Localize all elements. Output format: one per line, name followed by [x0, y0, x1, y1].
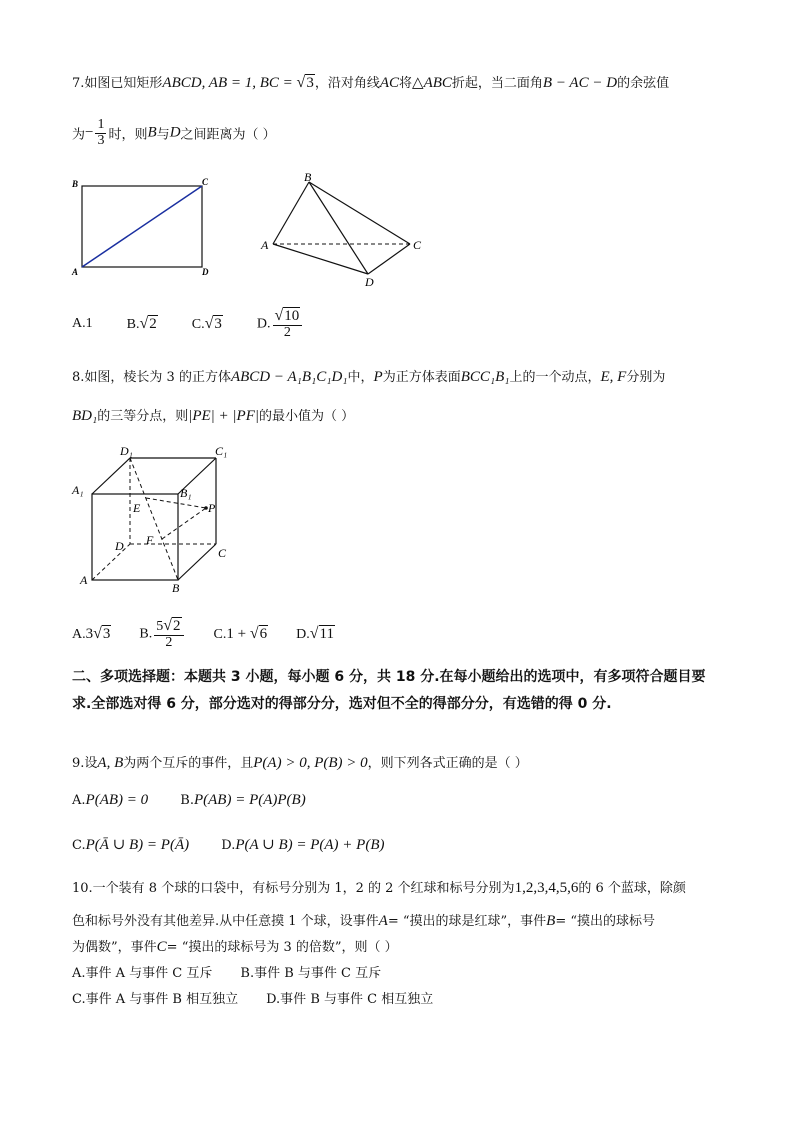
edge-a-d-hidden [92, 544, 130, 580]
fraction-one-third: $\frac{1}{3}$ [97, 117, 105, 148]
q9-stem: 9.设A, B为两个互斥的事件，且P(A) > 0, P(B) > 0，则下列各式正确的是（ ） [72, 755, 528, 771]
q8-line2: BD₁的三等分点，则|PE| + |PF|的最小值为（ ） [72, 408, 355, 424]
label-a1: A₁ [72, 483, 84, 497]
label-b: B [304, 170, 312, 184]
edge-ad [273, 244, 368, 274]
edge-bd [309, 182, 368, 274]
edge-bc [309, 182, 410, 244]
q9-options-row1 [72, 792, 306, 809]
label-p: P [208, 501, 216, 515]
q9-option-d: D.P(A ∪ B) = P(A) + P(B) [221, 837, 385, 853]
q10-line1: 10.一个装有 8 个球的口袋中，有标号分别为 1，2 的 2 个红球和标号分别为1,2,3,4,5,6的 6 个蓝球，除颜 [72, 880, 686, 896]
diagonal-bd1 [130, 458, 178, 580]
segment-ep [146, 498, 206, 508]
q10-line2: 色和标号外没有其他差异.从中任意摸 1 个球，设事件A= “摸出的球是红球”，事件B= “摸出的球标号 [72, 913, 656, 929]
edge-b-c [178, 544, 216, 580]
q7-option-b: B.√2 [126, 315, 157, 332]
label-f: F [146, 533, 154, 547]
label-b: B [72, 179, 79, 189]
q10-line3: 为偶数”，事件C= “摸出的球标号为 3 的倍数”，则（ ） [72, 939, 398, 955]
q10-option-c: C.事件 A 与事件 B 相互独立 [72, 992, 239, 1007]
q10-option-a: A.事件 A 与事件 C 互斥 [72, 966, 213, 981]
label-c: C [202, 177, 209, 187]
q8-option-c: C.1 + √6 [213, 625, 268, 642]
edge-cd [368, 244, 410, 274]
q8-option-a: A.3√3 [72, 625, 111, 642]
q9-options-row2 [72, 835, 385, 854]
q10-options-row2 [72, 988, 433, 1007]
label-c: C [413, 238, 422, 252]
label-a: A [261, 238, 269, 252]
q8-cube-figure [68, 444, 243, 594]
q7-option-c: C.√3 [191, 315, 222, 332]
label-a: A [72, 267, 79, 277]
section2-heading: 二、多项选择题：本题共 3 小题，每小题 6 分，共 18 分.在每小题给出的选项中，有多项符合题目要求.全部选对得 6 分，部分选对的得部分分，选对但不全的得部分分，有选错的得 0 分. [72, 669, 706, 712]
edge-a1-d1 [92, 458, 130, 494]
q7-option-a: A.1 [72, 316, 93, 331]
q8-options [72, 614, 335, 654]
label-c: C [218, 546, 227, 560]
label-e: E [133, 501, 141, 515]
label-c1: C₁ [215, 444, 228, 458]
q7-rectangle-figure [68, 174, 218, 280]
label-b: B [172, 581, 180, 594]
label-b1: B₁ [180, 486, 192, 500]
q8-option-b: B. $\frac{5√2}{2}$ [139, 618, 185, 650]
q9-option-c: C.P(Ā ∪ B) = P(Ā) [72, 837, 190, 853]
q8-line1: 8.如图，棱长为 3 的正方体ABCD − A₁B₁C₁D₁中，P为正方体表面BCC₁B₁上的一个动点，E, F分别为 [72, 369, 666, 385]
q7-options [72, 306, 304, 342]
label-d: D [202, 267, 209, 277]
q8-option-d: D.√11 [296, 625, 334, 642]
q10-option-d: D.事件 B 与事件 C 相互独立 [266, 992, 434, 1007]
label-d1: D₁ [120, 444, 133, 458]
diagonal-ac [82, 186, 202, 267]
label-d: D [365, 275, 374, 289]
q7-tetrahedron-figure [255, 170, 435, 290]
label-a: A [80, 573, 88, 587]
q9-option-b: B.P(AB) = P(A)P(B) [180, 792, 306, 808]
q10-option-b: B.事件 B 与事件 C 互斥 [240, 966, 382, 981]
edge-ba [273, 182, 309, 244]
q7-line1: 7.如图已知矩形ABCD, AB = 1, BC = √3，沿对角线AC将△ABC折起，当二面角B − AC − D的余弦值 [72, 74, 670, 91]
label-d: D [115, 539, 124, 553]
q7-line2: 为− $\frac{1}{3}$ 时，则B与D之间距离为（ ） [72, 117, 276, 148]
q9-option-a: A.P(AB) = 0 [72, 792, 149, 808]
q10-options-row1 [72, 962, 381, 981]
segment-fp [162, 508, 206, 539]
q7-option-d: D. $\frac{√10}{2}$ [257, 308, 304, 340]
